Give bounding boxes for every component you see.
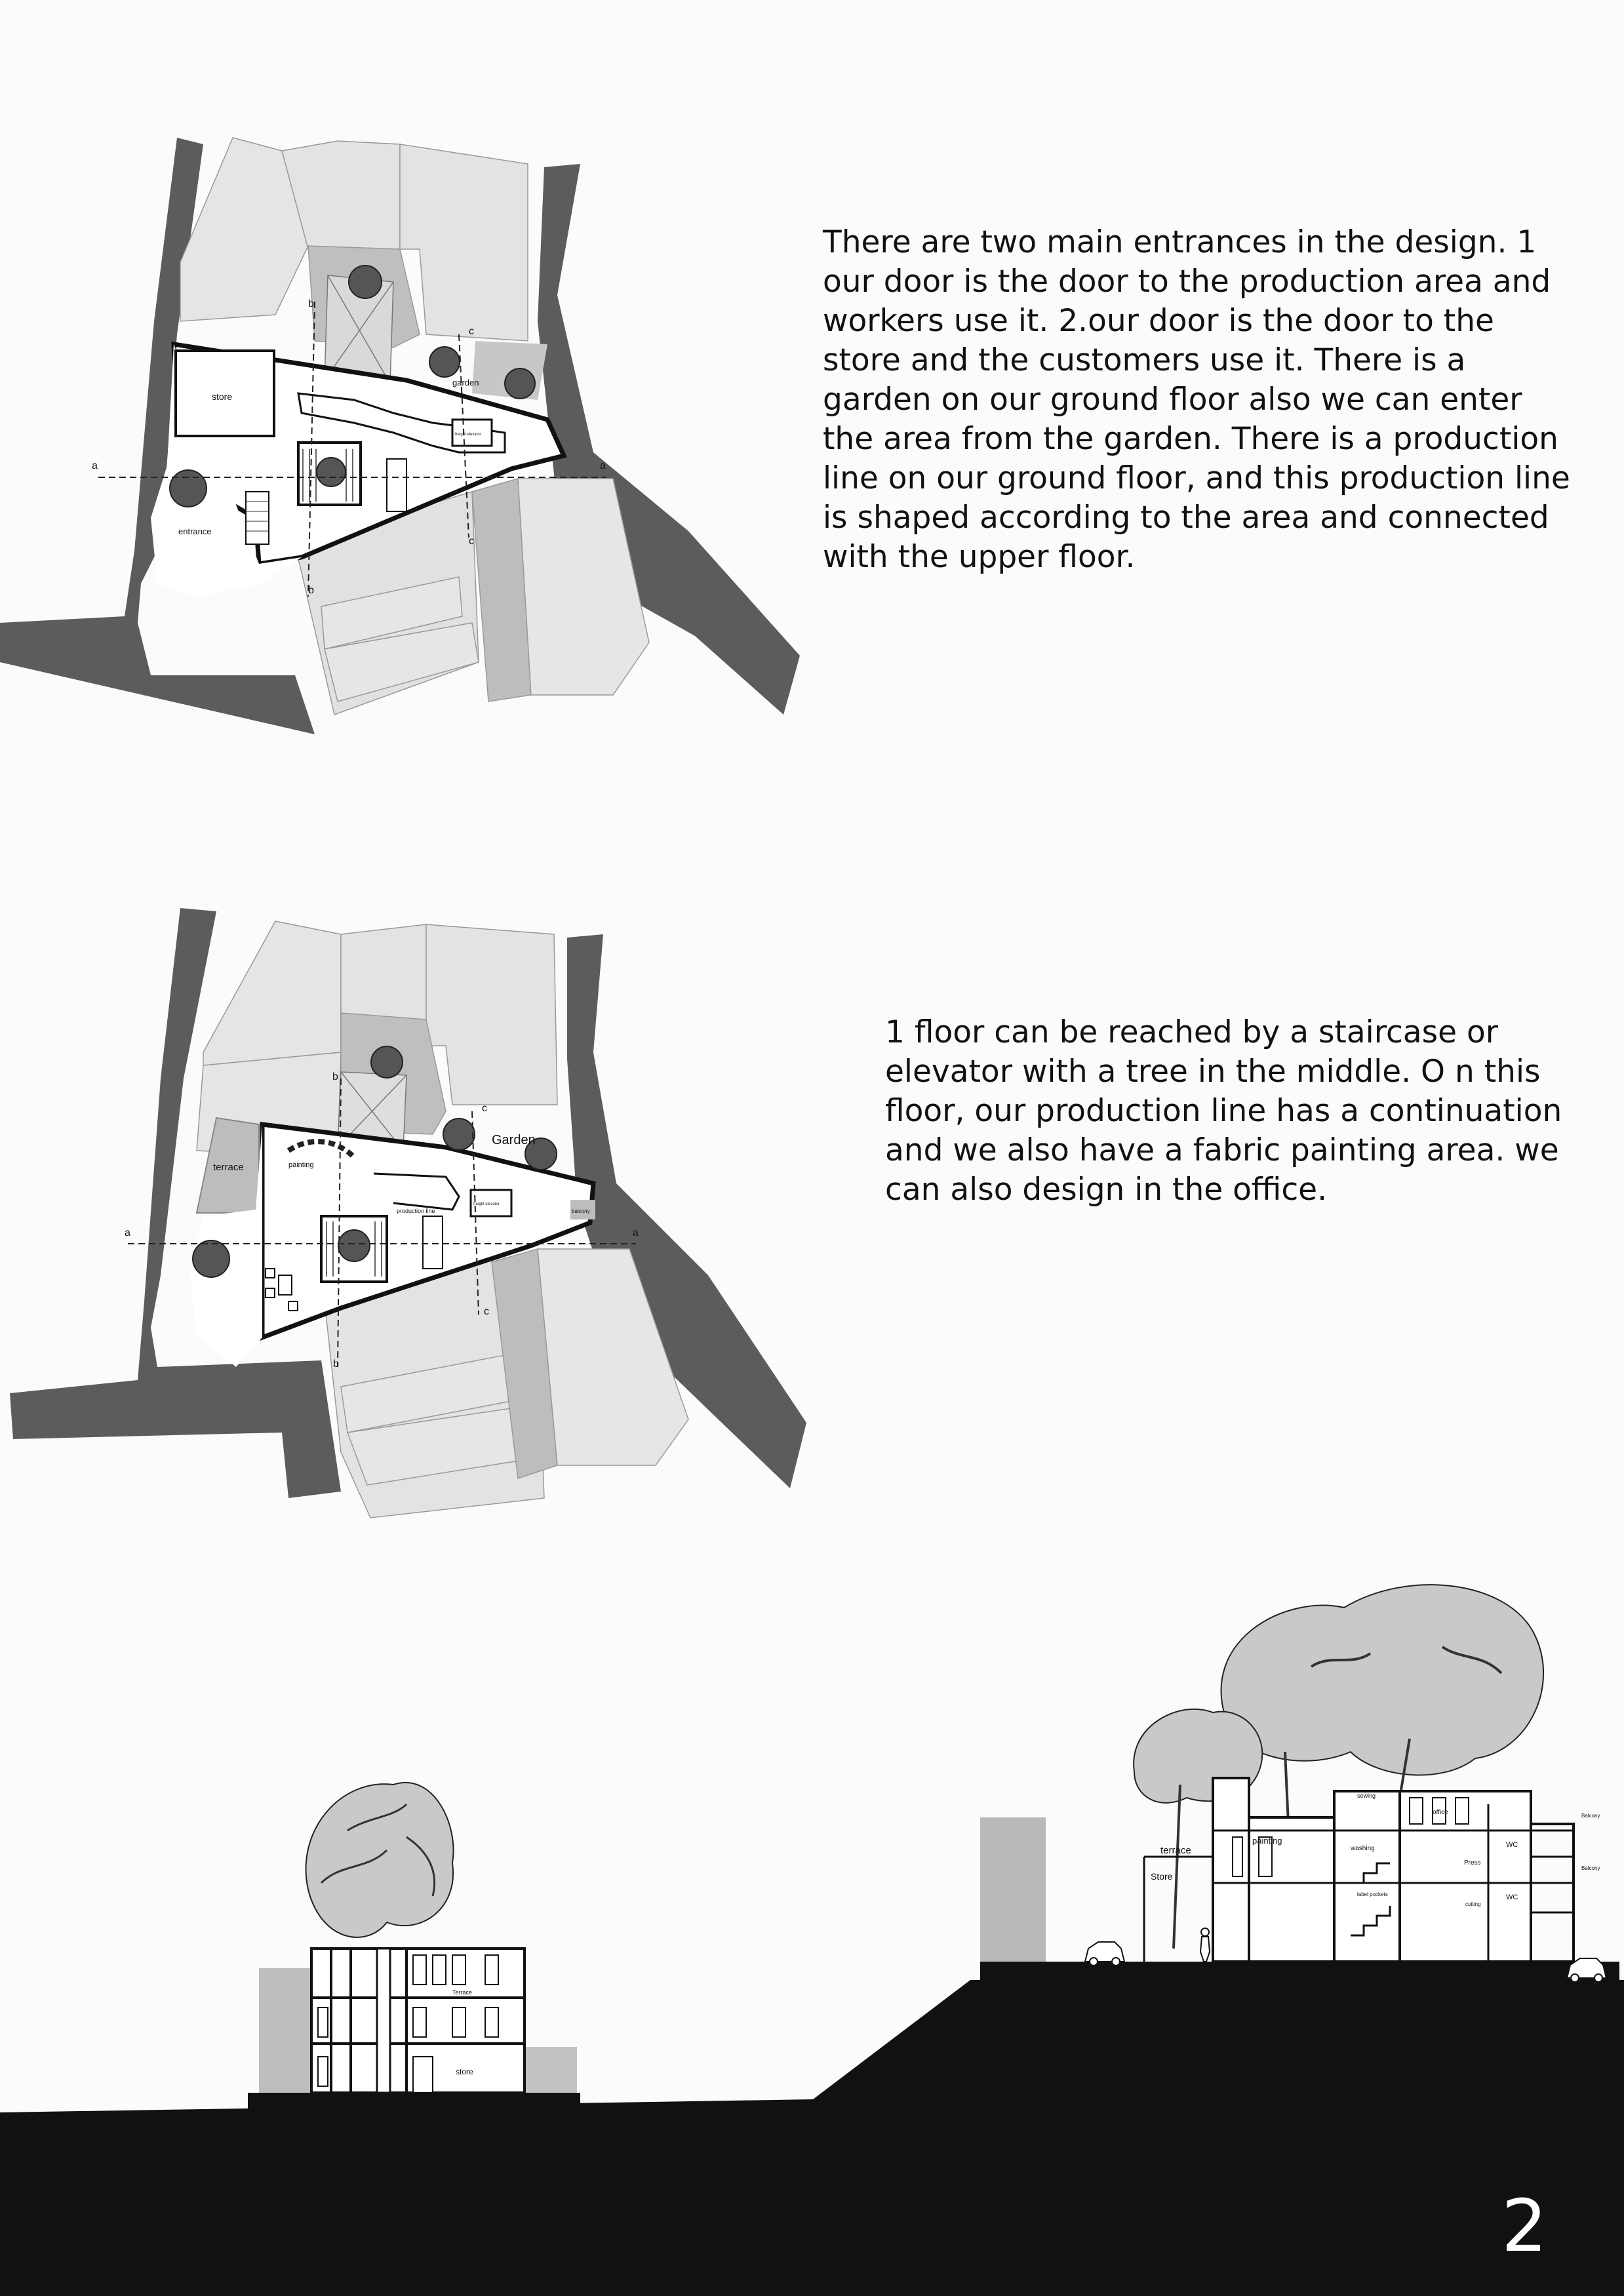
svg-text:b: b [332, 1071, 338, 1082]
svg-text:c: c [469, 326, 474, 337]
sections-drawing [0, 1555, 1624, 2296]
car-icon [1085, 1942, 1124, 1966]
balcony-label: balcony [572, 1208, 590, 1214]
tree-icon [505, 368, 535, 399]
tree-icon [317, 458, 346, 486]
svg-text:a: a [125, 1227, 130, 1238]
tree-icon [429, 347, 460, 377]
first-floor-plan [0, 908, 813, 1524]
right-painting-label: painting [1252, 1836, 1282, 1846]
svg-text:c: c [484, 1306, 489, 1317]
svg-text:freight elevator: freight elevator [473, 1202, 500, 1206]
svg-text:c: c [469, 536, 474, 547]
right-balcony-2-label: Balcony [1581, 1865, 1600, 1871]
store-label: store [212, 391, 233, 402]
right-wc-upper-label: WC [1506, 1841, 1518, 1849]
neighbor-building [400, 144, 528, 341]
garden-label: garden [452, 378, 479, 387]
svg-text:b: b [333, 1358, 339, 1370]
right-press-label: Press [1464, 1859, 1481, 1867]
left-terrace-label: Terrace [452, 1989, 473, 1996]
tree-icon [193, 1240, 229, 1277]
svg-text:freight elevator: freight elevator [455, 433, 481, 437]
right-terrace-label: terrace [1160, 1845, 1191, 1856]
page-number: 2 [1501, 2184, 1547, 2268]
svg-text:a: a [92, 460, 98, 471]
tree-icon [371, 1046, 403, 1078]
tree-icon [170, 470, 207, 507]
svg-text:c: c [482, 1103, 487, 1114]
ground-terrain [0, 1980, 1624, 2296]
person-icon [1200, 1928, 1210, 1962]
right-washing-label: washing [1351, 1845, 1375, 1852]
neighbor-building [203, 921, 341, 1065]
right-balcony-1-label: Balcony [1581, 1813, 1600, 1819]
tree-icon [443, 1118, 475, 1150]
right-office-label: office [1433, 1809, 1448, 1816]
right-store-label: Store [1151, 1871, 1173, 1882]
neighbor-building [426, 924, 557, 1105]
painting-label: painting [288, 1161, 314, 1169]
terrace-label: terrace [213, 1162, 244, 1173]
left-store-label: store [456, 2067, 473, 2076]
svg-text:a: a [600, 460, 606, 471]
ground-floor-plan [0, 125, 813, 872]
entrance-label: entrance [178, 526, 212, 536]
tree-canopy [1134, 1585, 1543, 1803]
first-floor-description: 1 floor can be reached by a staircase or elevator with a tree in the middle. O n this floor, our production line has a continuation and we also have a fabric painting area. we can also design in the office. [885, 1014, 1562, 1208]
production-line-label: production line [397, 1208, 435, 1214]
right-label-pockets-label: label pockets [1357, 1891, 1388, 1897]
svg-text:a: a [633, 1227, 639, 1238]
svg-text:b: b [308, 298, 314, 309]
tree-icon [338, 1230, 370, 1261]
section-platform [248, 2093, 580, 2119]
neighbor-block [525, 2047, 577, 2093]
tree-icon [349, 266, 382, 298]
right-wc-lower-label: WC [1506, 1893, 1518, 1901]
right-sewing-label: sewing [1357, 1792, 1376, 1799]
garden-label: Garden [492, 1133, 536, 1147]
neighbor-block [259, 1968, 311, 2093]
svg-text:b: b [308, 585, 314, 596]
ground-floor-description: There are two main entrances in the design. 1 our door is the door to the production area and workers use it. 2.our door is the door to the store and the customers use it. There is a garden on our ground floor also we can enter the area from the garden. There is a production line on our ground floor, and this production line is shaped according to the area and connected with the upper floor. [823, 224, 1570, 575]
neighbor-block [980, 1817, 1046, 1962]
right-cutting-label: cutting [1465, 1901, 1481, 1907]
section-platform [980, 1962, 1619, 1981]
